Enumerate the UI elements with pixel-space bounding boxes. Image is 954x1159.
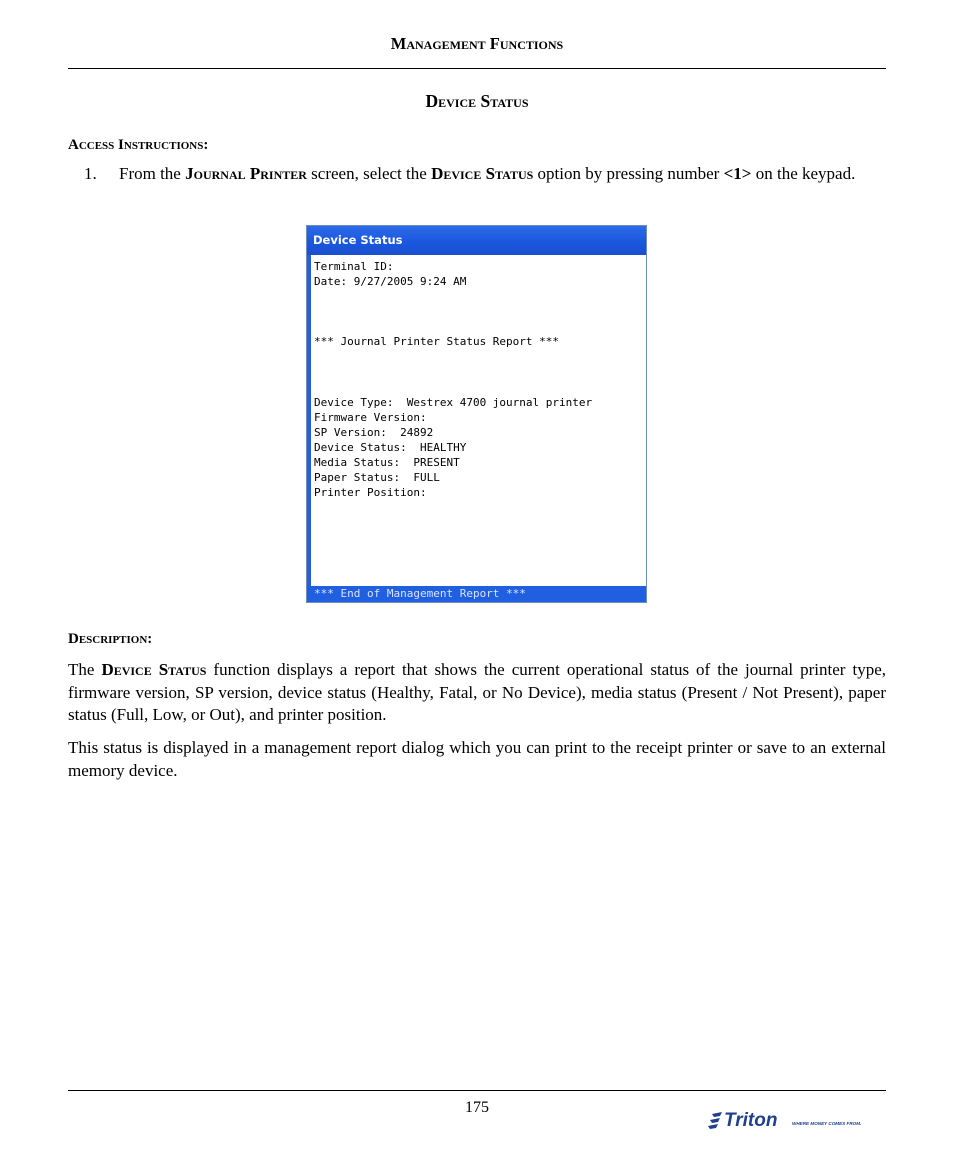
triton-logo-mark <box>708 1112 722 1129</box>
desc1-pre: The <box>68 660 102 679</box>
report-line <box>314 380 642 395</box>
report-line: *** Journal Printer Status Report *** <box>314 335 560 349</box>
report-line: SP Version: 24892 <box>314 426 434 440</box>
report-line <box>314 304 642 319</box>
window-title: Device Status <box>307 226 646 255</box>
step-text-b: screen, select the <box>306 164 432 183</box>
desc1-device-status-term: Device Status <box>101 660 207 679</box>
section-title: Device Status <box>425 91 529 111</box>
footer-rule <box>68 1090 886 1091</box>
report-line <box>314 365 642 380</box>
logo-tagline: WHERE MONEY COMES FROM. <box>792 1121 862 1126</box>
report-line <box>314 319 642 334</box>
step-number: 1. <box>84 164 97 183</box>
desc1-post: function displays a report that shows the current operational status of the journal printer type, firmware version, SP version, device status (Healthy, Fatal, or No Device), media status (Present / Not Present), paper status (Full, Low, or Out), and printer position. <box>68 660 886 724</box>
report-line <box>314 350 642 365</box>
report-line: Media Status: PRESENT <box>314 456 460 470</box>
step-text-a: From the <box>119 164 186 183</box>
step-text-d: on the keypad. <box>751 164 856 183</box>
report-line: Paper Status: FULL <box>314 471 440 485</box>
description-heading: Description: <box>68 631 153 647</box>
window-left-border <box>307 255 311 586</box>
report-footer: *** End of Management Report *** <box>307 586 646 602</box>
header-rule <box>68 68 886 69</box>
description-paragraph-2: This status is displayed in a management report dialog which you can print to the receipt printer or save to an external memory device. <box>68 738 886 780</box>
report-line <box>314 289 642 304</box>
description-paragraph-1 <box>68 659 886 727</box>
device-status-screenshot <box>306 225 647 603</box>
report-line: Device Status: HEALTHY <box>314 441 467 455</box>
device-status-term: Device Status <box>431 164 534 183</box>
triton-logo <box>708 1106 876 1132</box>
keypad-key: <1> <box>723 164 752 183</box>
page-number: 175 <box>465 1099 489 1116</box>
instruction-step <box>68 163 886 186</box>
report-text <box>314 259 642 584</box>
report-line: Printer Position: <box>314 486 427 500</box>
logo-brand: Triton <box>724 1110 778 1131</box>
journal-printer-term: Journal Printer <box>185 164 307 183</box>
step-text-c: option by pressing number <box>533 164 724 183</box>
report-line: Terminal ID: <box>314 260 394 273</box>
running-header: Management Functions <box>390 34 564 53</box>
report-line: Firmware Version: <box>314 410 427 424</box>
report-line: Date: 9/27/2005 9:24 AM <box>314 275 467 289</box>
access-instructions-heading: Access Instructions: <box>68 137 209 153</box>
report-line: Device Type: Westrex 4700 journal printer <box>314 395 593 409</box>
